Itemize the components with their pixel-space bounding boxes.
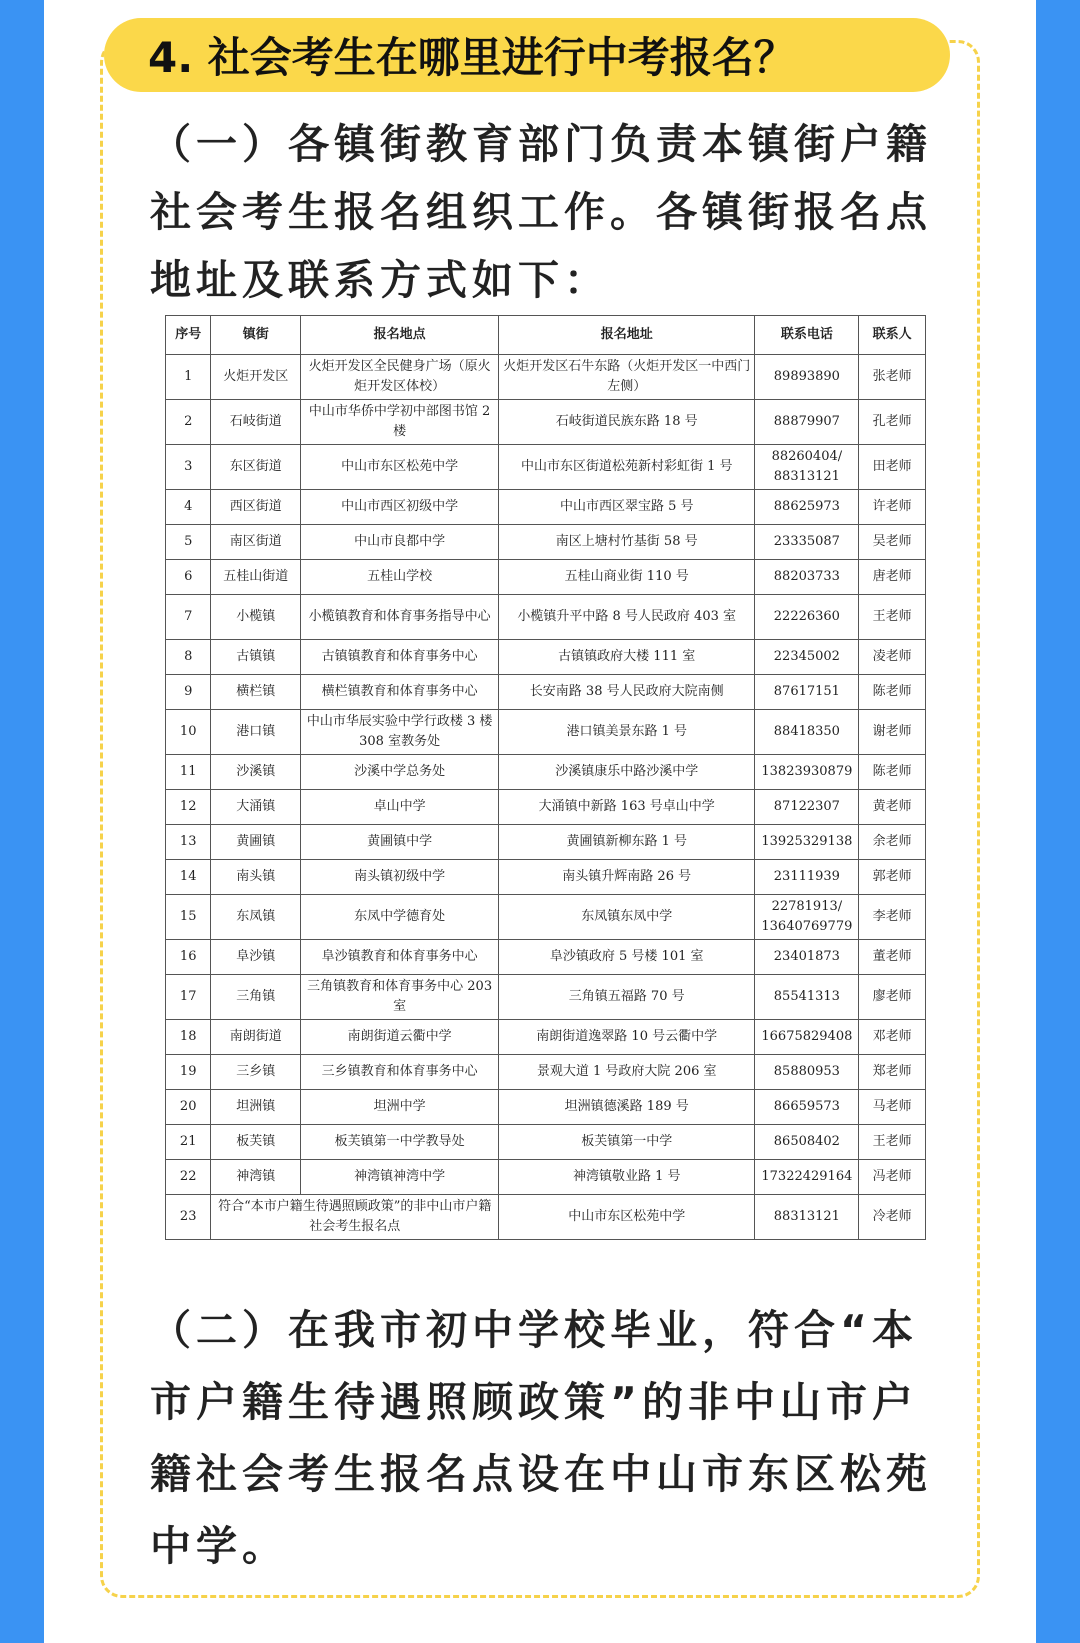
cell-town: 阜沙镇 [211, 940, 301, 975]
cell-address: 南头镇升辉南路 26 号 [499, 860, 755, 895]
cell-index: 19 [166, 1055, 211, 1090]
table-row [166, 825, 926, 860]
table-row [166, 355, 926, 400]
cell-place: 中山市华辰实验中学行政楼 3 楼 308 室教务处 [301, 710, 499, 755]
cell-address: 港口镇美景东路 1 号 [499, 710, 755, 755]
cell-index: 5 [166, 525, 211, 560]
table-row [166, 1020, 926, 1055]
cell-index: 6 [166, 560, 211, 595]
table-row [166, 1055, 926, 1090]
cell-address: 小榄镇升平中路 8 号人民政府 403 室 [499, 595, 755, 640]
cell-index: 21 [166, 1125, 211, 1160]
cell-address: 黄圃镇新柳东路 1 号 [499, 825, 755, 860]
cell-phone: 86659573 [755, 1090, 859, 1125]
cell-address: 沙溪镇康乐中路沙溪中学 [499, 755, 755, 790]
table-row [166, 860, 926, 895]
cell-place: 板芙镇第一中学教导处 [301, 1125, 499, 1160]
cell-place: 三乡镇教育和体育事务中心 [301, 1055, 499, 1090]
cell-town: 坦洲镇 [211, 1090, 301, 1125]
question-heading [104, 18, 950, 92]
cell-contact: 廖老师 [859, 975, 926, 1020]
table-row [166, 595, 926, 640]
cell-address: 坦洲镇德溪路 189 号 [499, 1090, 755, 1125]
cell-index: 18 [166, 1020, 211, 1055]
table-row [166, 445, 926, 490]
table-body [166, 355, 926, 1240]
cell-phone: 88313121 [755, 1195, 859, 1240]
cell-town: 火炬开发区 [211, 355, 301, 400]
cell-contact: 陈老师 [859, 675, 926, 710]
header-address: 报名地址 [499, 316, 755, 355]
table-row [166, 675, 926, 710]
cell-town: 东凤镇 [211, 895, 301, 940]
cell-phone: 86508402 [755, 1125, 859, 1160]
header-phone: 联系电话 [755, 316, 859, 355]
cell-place: 横栏镇教育和体育事务中心 [301, 675, 499, 710]
cell-phone: 87122307 [755, 790, 859, 825]
cell-phone: 85880953 [755, 1055, 859, 1090]
cell-index: 7 [166, 595, 211, 640]
cell-address: 石岐街道民族东路 18 号 [499, 400, 755, 445]
cell-contact: 冯老师 [859, 1160, 926, 1195]
cell-place: 阜沙镇教育和体育事务中心 [301, 940, 499, 975]
cell-contact: 唐老师 [859, 560, 926, 595]
cell-phone: 88418350 [755, 710, 859, 755]
cell-index: 4 [166, 490, 211, 525]
cell-place: 火炬开发区全民健身广场（原火炬开发区体校） [301, 355, 499, 400]
left-side-bar [0, 0, 44, 1643]
section-1-paragraph: （一）各镇街教育部门负责本镇街户籍社会考生报名组织工作。各镇街报名点地址及联系方式如下： [150, 120, 932, 304]
cell-address: 阜沙镇政府 5 号楼 101 室 [499, 940, 755, 975]
cell-contact: 马老师 [859, 1090, 926, 1125]
cell-contact: 孔老师 [859, 400, 926, 445]
cell-phone: 22781913/​13640769779 [755, 895, 859, 940]
cell-phone: 89893890 [755, 355, 859, 400]
cell-phone: 22226360 [755, 595, 859, 640]
cell-index: 14 [166, 860, 211, 895]
cell-address: 南朗街道逸翠路 10 号云衢中学 [499, 1020, 755, 1055]
cell-address: 中山市西区翠宝路 5 号 [499, 490, 755, 525]
cell-address: 古镇镇政府大楼 111 室 [499, 640, 755, 675]
cell-town: 南区街道 [211, 525, 301, 560]
cell-contact: 王老师 [859, 1125, 926, 1160]
table-row [166, 710, 926, 755]
cell-address: 中山市东区街道松苑新村彩虹街 1 号 [499, 445, 755, 490]
table-row [166, 640, 926, 675]
cell-town: 板芙镇 [211, 1125, 301, 1160]
cell-town: 石岐街道 [211, 400, 301, 445]
table-row [166, 755, 926, 790]
cell-contact: 张老师 [859, 355, 926, 400]
cell-contact: 王老师 [859, 595, 926, 640]
cell-index: 17 [166, 975, 211, 1020]
cell-phone: 88625973 [755, 490, 859, 525]
section-2-text: （二）在我市初中学校毕业，符合“本市户籍生待遇照顾政策”的非中山市户籍社会考生报名点设在 [150, 1306, 918, 1498]
cell-place: 东凤中学德育处 [301, 895, 499, 940]
header-place: 报名地点 [301, 316, 499, 355]
cell-town: 沙溪镇 [211, 755, 301, 790]
cell-phone: 87617151 [755, 675, 859, 710]
cell-contact: 余老师 [859, 825, 926, 860]
cell-index: 22 [166, 1160, 211, 1195]
cell-address: 长安南路 38 号人民政府大院南侧 [499, 675, 755, 710]
cell-place: 中山市东区松苑中学 [301, 445, 499, 490]
cell-phone: 88879907 [755, 400, 859, 445]
cell-address: 大涌镇中新路 163 号卓山中学 [499, 790, 755, 825]
cell-address: 五桂山商业街 110 号 [499, 560, 755, 595]
cell-town: 西区街道 [211, 490, 301, 525]
cell-index: 10 [166, 710, 211, 755]
table-row [166, 1125, 926, 1160]
cell-place: 南朗街道云衢中学 [301, 1020, 499, 1055]
cell-phone: 13925329138 [755, 825, 859, 860]
cell-contact: 陈老师 [859, 755, 926, 790]
cell-address: 神湾镇敬业路 1 号 [499, 1160, 755, 1195]
cell-index: 11 [166, 755, 211, 790]
table-row [166, 790, 926, 825]
cell-contact: 吴老师 [859, 525, 926, 560]
table-row [166, 400, 926, 445]
cell-index: 2 [166, 400, 211, 445]
cell-contact: 谢老师 [859, 710, 926, 755]
registration-sites-table [165, 315, 926, 1240]
cell-phone: 23111939 [755, 860, 859, 895]
cell-place: 沙溪中学总务处 [301, 755, 499, 790]
cell-index: 12 [166, 790, 211, 825]
table-row [166, 975, 926, 1020]
cell-town: 三角镇 [211, 975, 301, 1020]
cell-index: 16 [166, 940, 211, 975]
cell-address: 火炬开发区石牛东路（火炬开发区一中西门左侧） [499, 355, 755, 400]
cell-town: 港口镇 [211, 710, 301, 755]
table-row [166, 1090, 926, 1125]
table-row [166, 560, 926, 595]
cell-contact: 郭老师 [859, 860, 926, 895]
cell-index: 8 [166, 640, 211, 675]
cell-town: 东区街道 [211, 445, 301, 490]
cell-phone: 88260404/​88313121 [755, 445, 859, 490]
cell-place: 古镇镇教育和体育事务中心 [301, 640, 499, 675]
cell-contact: 董老师 [859, 940, 926, 975]
table-row [166, 940, 926, 975]
cell-phone: 13823930879 [755, 755, 859, 790]
cell-town: 神湾镇 [211, 1160, 301, 1195]
cell-index: 3 [166, 445, 211, 490]
cell-address: 南区上塘村竹基街 58 号 [499, 525, 755, 560]
cell-place: 坦洲中学 [301, 1090, 499, 1125]
cell-address: 中山市东区松苑中学 [499, 1195, 755, 1240]
table-row [166, 525, 926, 560]
cell-town: 南朗街道 [211, 1020, 301, 1055]
cell-town: 小榄镇 [211, 595, 301, 640]
cell-town: 黄圃镇 [211, 825, 301, 860]
cell-town: 五桂山街道 [211, 560, 301, 595]
cell-contact: 李老师 [859, 895, 926, 940]
cell-place: 中山市华侨中学初中部图书馆 2 楼 [301, 400, 499, 445]
cell-place: 黄圃镇中学 [301, 825, 499, 860]
cell-address: 景观大道 1 号政府大院 206 室 [499, 1055, 755, 1090]
highlight-text: 中山市东区松苑中学 [150, 1450, 932, 1570]
cell-place: 卓山中学 [301, 790, 499, 825]
table-row [166, 895, 926, 940]
cell-index: 23 [166, 1195, 211, 1240]
table-row [166, 1195, 926, 1240]
cell-contact: 郑老师 [859, 1055, 926, 1090]
cell-place: 五桂山学校 [301, 560, 499, 595]
cell-phone: 88203733 [755, 560, 859, 595]
cell-phone: 22345002 [755, 640, 859, 675]
cell-contact: 田老师 [859, 445, 926, 490]
cell-index: 20 [166, 1090, 211, 1125]
section-2-paragraph [150, 1294, 950, 1582]
cell-place: 中山市西区初级中学 [301, 490, 499, 525]
cell-address: 东凤镇东凤中学 [499, 895, 755, 940]
cell-place: 神湾镇神湾中学 [301, 1160, 499, 1195]
cell-place: 三角镇教育和体育事务中心 203 室 [301, 975, 499, 1020]
cell-town: 大涌镇 [211, 790, 301, 825]
cell-phone: 16675829408 [755, 1020, 859, 1055]
table-header-row [166, 316, 926, 355]
cell-place: 中山市良都中学 [301, 525, 499, 560]
heading-text: 4. 社会考生在哪里进行中考报名？ [148, 33, 796, 82]
cell-contact: 邓老师 [859, 1020, 926, 1055]
cell-address: 三角镇五福路 70 号 [499, 975, 755, 1020]
cell-town-and-place: 符合“本市户籍生待遇照顾政策”的非中山市户籍社会考生报名点 [211, 1195, 499, 1240]
cell-place: 小榄镇教育和体育事务指导中心 [301, 595, 499, 640]
cell-town: 南头镇 [211, 860, 301, 895]
cell-contact: 冷老师 [859, 1195, 926, 1240]
cell-phone: 23335087 [755, 525, 859, 560]
cell-town: 古镇镇 [211, 640, 301, 675]
cell-place: 南头镇初级中学 [301, 860, 499, 895]
cell-phone: 17322429164 [755, 1160, 859, 1195]
cell-address: 板芙镇第一中学 [499, 1125, 755, 1160]
section-2-period: 。 [242, 1522, 288, 1570]
cell-town: 横栏镇 [211, 675, 301, 710]
cell-index: 15 [166, 895, 211, 940]
right-side-bar [1036, 0, 1080, 1643]
header-index: 序号 [166, 316, 211, 355]
cell-contact: 许老师 [859, 490, 926, 525]
table-row [166, 490, 926, 525]
cell-phone: 23401873 [755, 940, 859, 975]
cell-index: 13 [166, 825, 211, 860]
cell-index: 1 [166, 355, 211, 400]
cell-contact: 凌老师 [859, 640, 926, 675]
cell-phone: 85541313 [755, 975, 859, 1020]
header-contact: 联系人 [859, 316, 926, 355]
cell-index: 9 [166, 675, 211, 710]
cell-town: 三乡镇 [211, 1055, 301, 1090]
table-row [166, 1160, 926, 1195]
cell-contact: 黄老师 [859, 790, 926, 825]
header-town: 镇街 [211, 316, 301, 355]
